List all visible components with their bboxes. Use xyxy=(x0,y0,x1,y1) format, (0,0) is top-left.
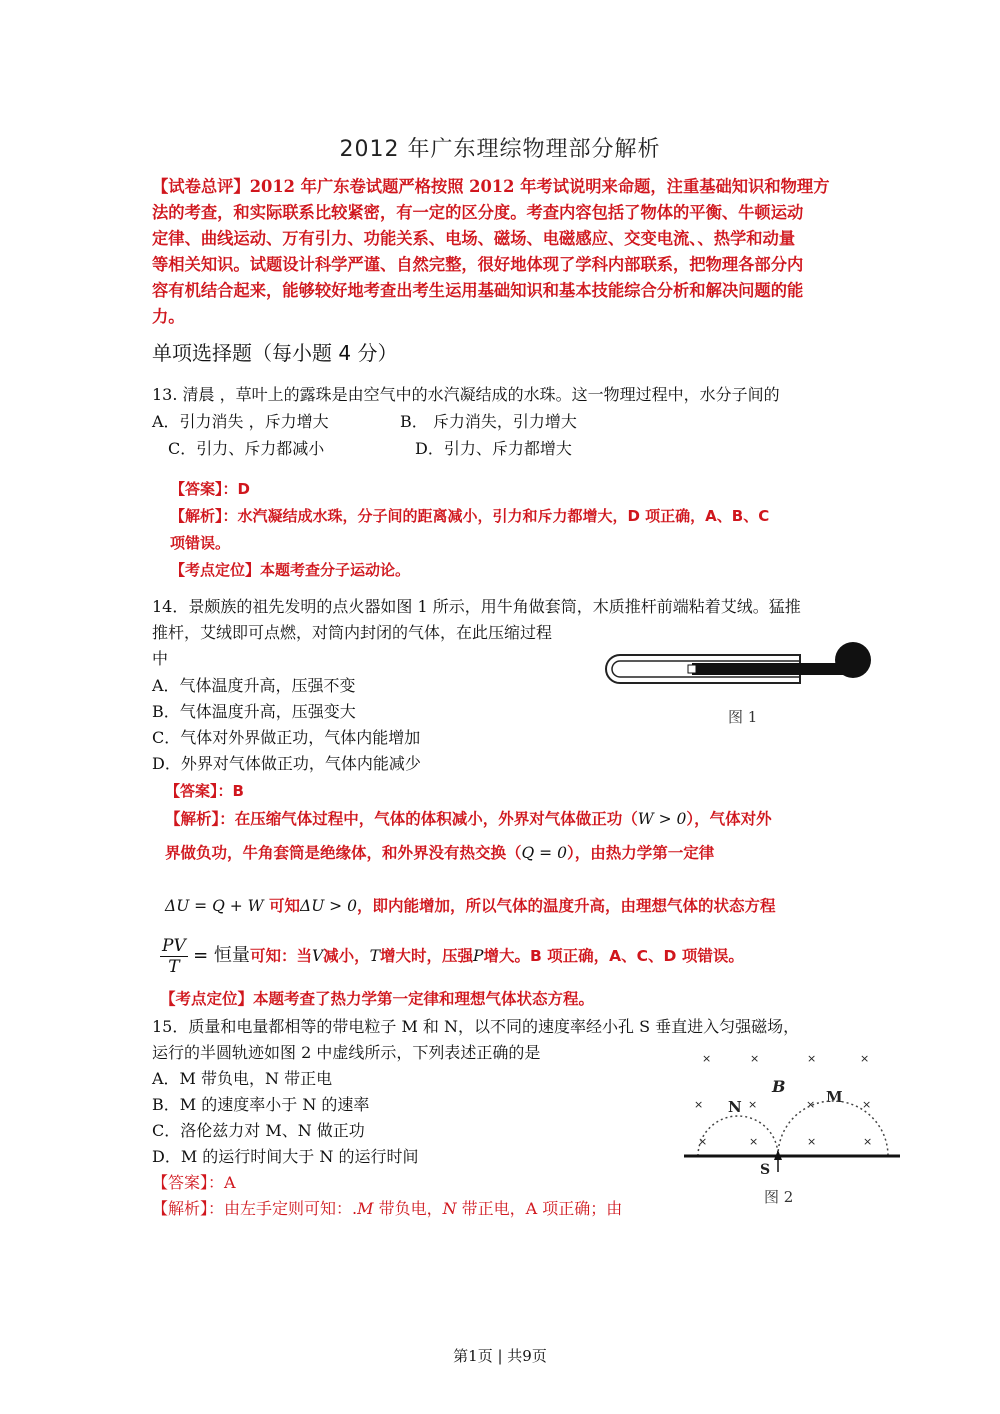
q13-analysis: 【解析】：水汽凝结成水珠，分子间的距离减小，引力和斥力都增大，D 项正确，A、B、C xyxy=(170,507,770,525)
q14-analysis-cont xyxy=(165,893,775,919)
field-b-label: B xyxy=(772,1077,786,1096)
q14-option-c: C．气体对外界做正功，气体内能增加 xyxy=(152,728,421,747)
q14-option-d: D．外界对气体做正功，气体内能减少 xyxy=(152,754,421,773)
page-title: 2012 年广东理综物理部分解析 xyxy=(339,137,661,162)
section-heading: 单项选择题（每小题 4 分） xyxy=(152,341,398,365)
svg-text:×: × xyxy=(860,1052,870,1065)
q14-analysis-text: 可知 xyxy=(268,897,300,915)
svg-text:×: × xyxy=(694,1098,704,1111)
q15-analysis-text: 带正电，A 项正确；由 xyxy=(456,1199,623,1218)
fraction-numerator: PV xyxy=(162,936,186,956)
q15-option-c: C．洛伦兹力对 M、N 做正功 xyxy=(152,1121,365,1140)
q15-stem-cont: 运行的半圆轨迹如图 2 中虚线所示，下列表述正确的是 xyxy=(152,1043,541,1062)
q14-first-law-formula: ΔU = Q + W xyxy=(165,897,264,915)
q13-option-b: B． 斥力消失，引力增大 xyxy=(400,412,577,431)
q15-option-b: B．M 的速度率小于 N 的速率 xyxy=(152,1095,370,1114)
svg-text:×: × xyxy=(807,1135,817,1148)
summary-line: 定律、曲线运动、万有引力、功能关系、电场、磁场、电磁感应、交变电流、、热学和动量 xyxy=(152,229,796,248)
summary-line: 等相关知识。试题设计科学严谨、自然完整，很好地体现了学科内部联系，把物理各部分内 xyxy=(152,255,804,274)
q15-stem: 15．质量和电量都相等的带电粒子 M 和 N，以不同的速度率经小孔 S 垂直进入匀强磁场， xyxy=(152,1017,800,1036)
particle-n: N xyxy=(442,1199,457,1218)
svg-text:×: × xyxy=(806,1098,816,1111)
particle-m-label: M xyxy=(826,1088,843,1106)
q14-analysis-text: 减小， xyxy=(323,947,370,965)
figure-1-label: 图 1 xyxy=(728,708,758,726)
particle-n-label: N xyxy=(728,1098,742,1116)
page-footer: 第1页 | 共9页 xyxy=(453,1347,547,1365)
variable-p: P xyxy=(473,947,484,965)
q14-analysis-text: ），由热力学第一定律 xyxy=(566,844,715,862)
magnetic-field-figure xyxy=(680,1050,905,1210)
q14-energy-condition: ΔU > 0 xyxy=(300,897,357,915)
q14-option-b: B．气体温度升高，压强变大 xyxy=(152,702,356,721)
q14-answer: 【答案】：B xyxy=(165,782,244,800)
ideal-gas-fraction xyxy=(160,936,188,977)
field-markers xyxy=(694,1052,872,1148)
q13-option-a: A．引力消失 ，斥力增大 xyxy=(152,412,329,431)
q14-stem-cont: 推杆，艾绒即可点燃，对筒内封闭的气体，在此压缩过程 xyxy=(152,623,553,642)
q14-analysis-text: 【解析】：在压缩气体过程中，气体的体积减小，外界对气体做正功（ xyxy=(165,810,638,828)
variable-t: T xyxy=(369,947,381,965)
q13-stem: 13. 清晨 ，草叶上的露珠是由空气中的水汽凝结成的水珠。这一物理过程中，水分子间的 xyxy=(152,385,780,404)
summary-line: 【试卷总评】2012 年广东卷试题严格按照 2012 年考试说明来命题，注重基础知识和物理方 xyxy=(152,177,830,196)
summary-line: 容有机结合起来，能够较好地考查出考生运用基础知识和基本技能综合分析和解决问题的能 xyxy=(152,281,804,300)
svg-text:×: × xyxy=(863,1135,873,1148)
n-trajectory xyxy=(698,1116,778,1156)
q14-work-condition: W > 0 xyxy=(637,810,687,828)
fire-piston-figure xyxy=(600,630,890,740)
q13-answer: 【答案】：D xyxy=(170,480,250,498)
hole-s-label: S xyxy=(760,1162,771,1178)
svg-text:×: × xyxy=(748,1098,758,1111)
q15-option-a: A．M 带负电，N 带正电 xyxy=(152,1069,333,1088)
q13-analysis-cont: 项错误。 xyxy=(170,534,231,552)
variable-v: V xyxy=(311,947,324,965)
q14-analysis-text: 增大时，压强 xyxy=(380,947,474,965)
q14-analysis-cont xyxy=(165,840,714,866)
q14-stem-cont: 中 xyxy=(152,649,169,668)
q15-analysis-text: 带负电， xyxy=(373,1199,443,1218)
q14-option-a: A．气体温度升高，压强不变 xyxy=(152,676,356,695)
svg-text:×: × xyxy=(750,1052,760,1065)
svg-text:×: × xyxy=(749,1135,759,1148)
figure-2-label: 图 2 xyxy=(764,1188,794,1206)
q14-analysis-text: 界做负功，牛角套筒是绝缘体，和外界没有热交换（ xyxy=(165,844,522,862)
q15-analysis xyxy=(152,1196,622,1222)
particle-m: M xyxy=(357,1199,374,1218)
svg-text:×: × xyxy=(702,1052,712,1065)
fraction-denominator: T xyxy=(168,957,180,977)
summary-line: 力。 xyxy=(152,307,185,326)
svg-text:×: × xyxy=(862,1098,872,1111)
svg-text:×: × xyxy=(807,1052,817,1065)
q14-analysis xyxy=(165,806,772,832)
q14-analysis-text: 增大。B 项正确，A、C、D 项错误。 xyxy=(483,947,744,965)
summary-line: 法的考查，和实际联系比较紧密，有一定的区分度。考查内容包括了物体的平衡、牛顿运动 xyxy=(152,203,804,222)
constant-equation: = 恒量 xyxy=(193,945,250,966)
q13-option-d: D．引力、斥力都增大 xyxy=(415,439,572,458)
q15-analysis-text: 【解析】：由左手定则可知：. xyxy=(152,1199,358,1218)
q14-analysis-text: ，即内能增加，所以气体的温度升高，由理想气体的状态方程 xyxy=(356,897,776,915)
svg-text:×: × xyxy=(698,1135,708,1148)
q14-analysis-text: ），气体对外 xyxy=(686,810,772,828)
q14-heat-condition: Q = 0 xyxy=(521,844,567,862)
q14-key-point: 【考点定位】本题考查了热力学第一定律和理想气体状态方程。 xyxy=(160,990,595,1008)
q15-option-d: D．M 的运行时间大于 N 的运行时间 xyxy=(152,1147,419,1166)
q14-analysis-cont xyxy=(160,932,744,980)
q14-analysis-text: 可知：当 xyxy=(249,947,312,965)
q13-key-point: 【考点定位】本题考查分子运动论。 xyxy=(170,561,411,579)
q13-option-c: C．引力、斥力都减小 xyxy=(168,439,325,458)
q14-stem: 14．景颇族的祖先发明的点火器如图 1 所示，用牛角做套筒，木质推杆前端粘着艾绒。猛推 xyxy=(152,597,801,616)
q15-answer: 【答案】：A xyxy=(152,1173,236,1192)
